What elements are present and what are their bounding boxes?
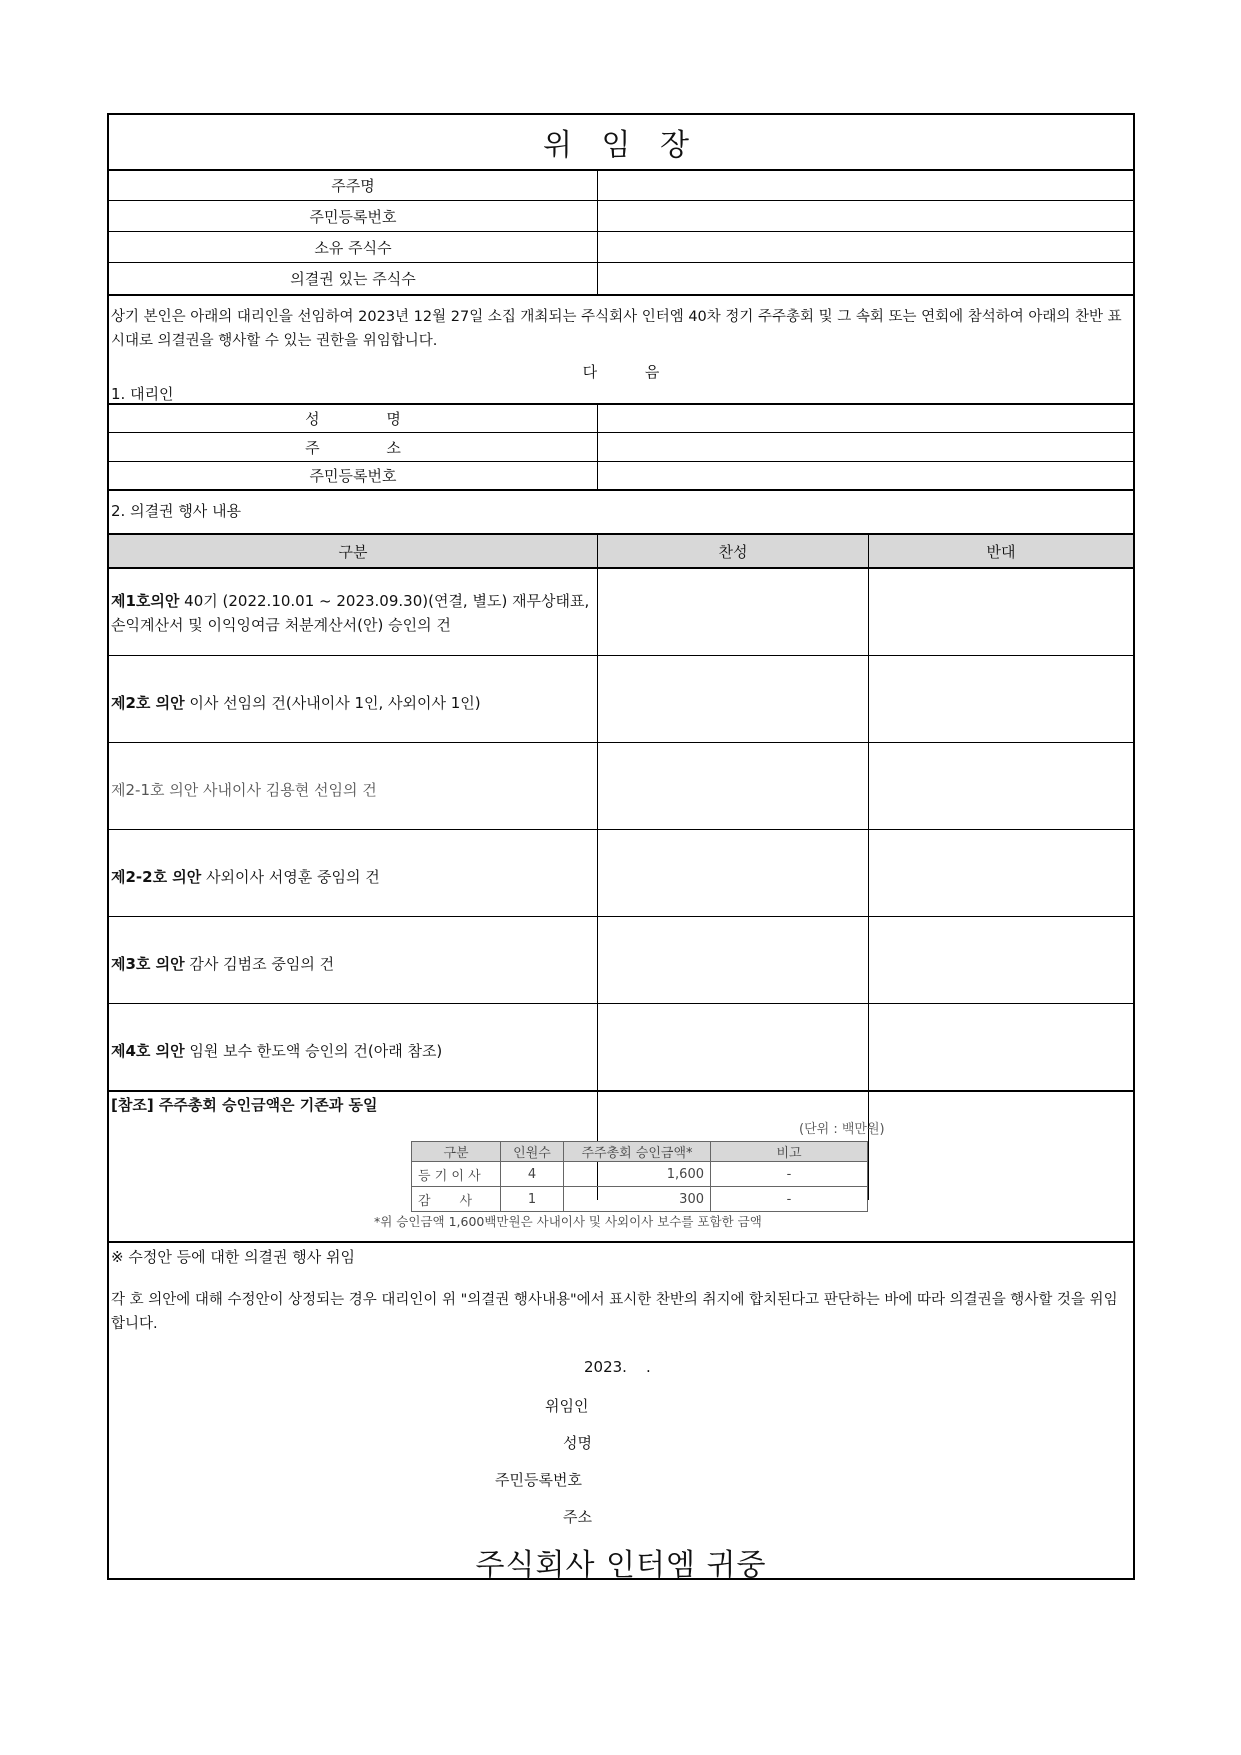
delegation-statement: 상기 본인은 아래의 대리인을 선임하여 2023년 12월 27일 소집 개최되는 주식회사 인터엠 40차 정기 주주총회 및 그 속회 또는 연회에 참석하여 아래의 찬반 표시대로 의결권을 행사할 수 있는 권한을 위임합니다.	[111, 309, 1122, 349]
shareholder-name-label: 주주명	[331, 176, 375, 195]
amendment-text: 각 호 의안에 대해 수정안이 상정되는 경우 대리인이 위 "의결권 행사내용"에서 표시한 찬반의 취지에 합치된다고 판단하는 바에 따라 의결권을 행사할 것을 위임 합니다.	[111, 1292, 1118, 1332]
agenda-item-2: 제2호 의안 이사 선임의 건(사내이사 1인, 사외이사 1인)	[111, 694, 481, 712]
agenda-item-2-1: 제2-1호 의안 사내이사 김용현 선임의 건	[111, 781, 377, 799]
proxy-name-field[interactable]	[598, 404, 1133, 432]
proxy-address-label: 주 소	[305, 438, 401, 457]
shareholder-id-label: 주민등록번호	[309, 207, 397, 226]
vote-for-1[interactable]	[598, 569, 868, 654]
vote-for-2-1[interactable]	[598, 743, 868, 829]
agenda-item-1: 제1호의안 40기 (2022.10.01 ~ 2023.09.30)(연결, 별도) 재무상태표, 손익계산서 및 이익잉여금 처분계산서(안) 승인의 건	[111, 592, 590, 634]
ref-col-header: 주주총회 승인금액*	[564, 1142, 711, 1162]
ref-cell: 1,600	[564, 1162, 711, 1187]
ref-col-header: 비고	[711, 1142, 868, 1162]
signature-address-label: 주소	[563, 1508, 592, 1526]
agenda-item-3: 제3호 의안 감사 김범조 중임의 건	[111, 955, 335, 973]
ref-col-header: 인원수	[501, 1142, 564, 1162]
delegator-label: 위임인	[545, 1397, 589, 1415]
vote-against-2-1[interactable]	[869, 743, 1133, 829]
table-row	[412, 1187, 868, 1212]
voting-shares-label: 의결권 있는 주식수	[290, 270, 416, 288]
reference-table	[411, 1141, 868, 1212]
voting-heading: 2. 의결권 행사 내용	[111, 502, 242, 520]
col-against-header: 반대	[986, 542, 1016, 561]
signature-id-label: 주민등록번호	[495, 1471, 582, 1489]
owned-shares-label: 소유 주식수	[314, 238, 392, 257]
reference-heading: [참조] 주주총회 승인금액은 기존과 동일	[111, 1096, 378, 1114]
vote-against-2-2[interactable]	[869, 830, 1133, 916]
proxy-id-label: 주민등록번호	[309, 467, 397, 485]
vote-for-2[interactable]	[598, 656, 868, 742]
proxy-form	[107, 113, 1135, 1583]
ref-cell: 1	[501, 1187, 564, 1212]
agenda-item-2-2: 제2-2호 의안 사외이사 서영훈 중임의 건	[111, 868, 380, 886]
ref-cell: -	[711, 1187, 868, 1212]
proxy-name-label: 성 명	[305, 409, 401, 428]
col-item-header: 구분	[338, 542, 368, 561]
owned-shares-field[interactable]	[598, 232, 1133, 262]
ref-col-header: 구분	[412, 1142, 501, 1162]
signature-name-label: 성명	[563, 1434, 592, 1452]
vote-for-4[interactable]	[598, 1004, 868, 1090]
reference-footnote: *위 승인금액 1,600백만원은 사내이사 및 사외이사 보수를 포함한 금액	[374, 1214, 762, 1229]
addressee-footer: 주식회사 인터엠 귀중	[475, 1548, 767, 1583]
shareholder-id-field[interactable]	[598, 201, 1133, 231]
signature-date: 2023. .	[584, 1358, 651, 1376]
agenda-item-4: 제4호 의안 임원 보수 한도액 승인의 건(아래 참조)	[111, 1042, 443, 1060]
proxy-heading: 1. 대리인	[111, 385, 174, 403]
vote-against-1[interactable]	[869, 569, 1133, 654]
vote-for-2-2[interactable]	[598, 830, 868, 916]
notice-heading: 다 음	[582, 363, 660, 381]
document-title: 위 임 장	[542, 128, 699, 163]
shareholder-name-field[interactable]	[598, 170, 1133, 200]
ref-cell: 300	[564, 1187, 711, 1212]
amendment-heading: ※ 수정안 등에 대한 의결권 행사 위임	[111, 1248, 356, 1266]
col-for-header: 찬성	[718, 542, 748, 561]
proxy-id-field[interactable]	[598, 462, 1133, 489]
vote-against-3[interactable]	[869, 917, 1133, 1003]
ref-cell: 감 사	[412, 1187, 501, 1212]
voting-shares-field[interactable]	[598, 263, 1133, 294]
vote-for-3[interactable]	[598, 917, 868, 1003]
ref-cell: -	[711, 1162, 868, 1187]
reference-unit: (단위 : 백만원)	[799, 1122, 885, 1137]
proxy-address-field[interactable]	[598, 433, 1133, 461]
vote-against-4[interactable]	[869, 1004, 1133, 1090]
ref-cell: 등 기 이 사	[412, 1162, 501, 1187]
table-row	[412, 1162, 868, 1187]
ref-cell: 4	[501, 1162, 564, 1187]
vote-against-2[interactable]	[869, 656, 1133, 742]
